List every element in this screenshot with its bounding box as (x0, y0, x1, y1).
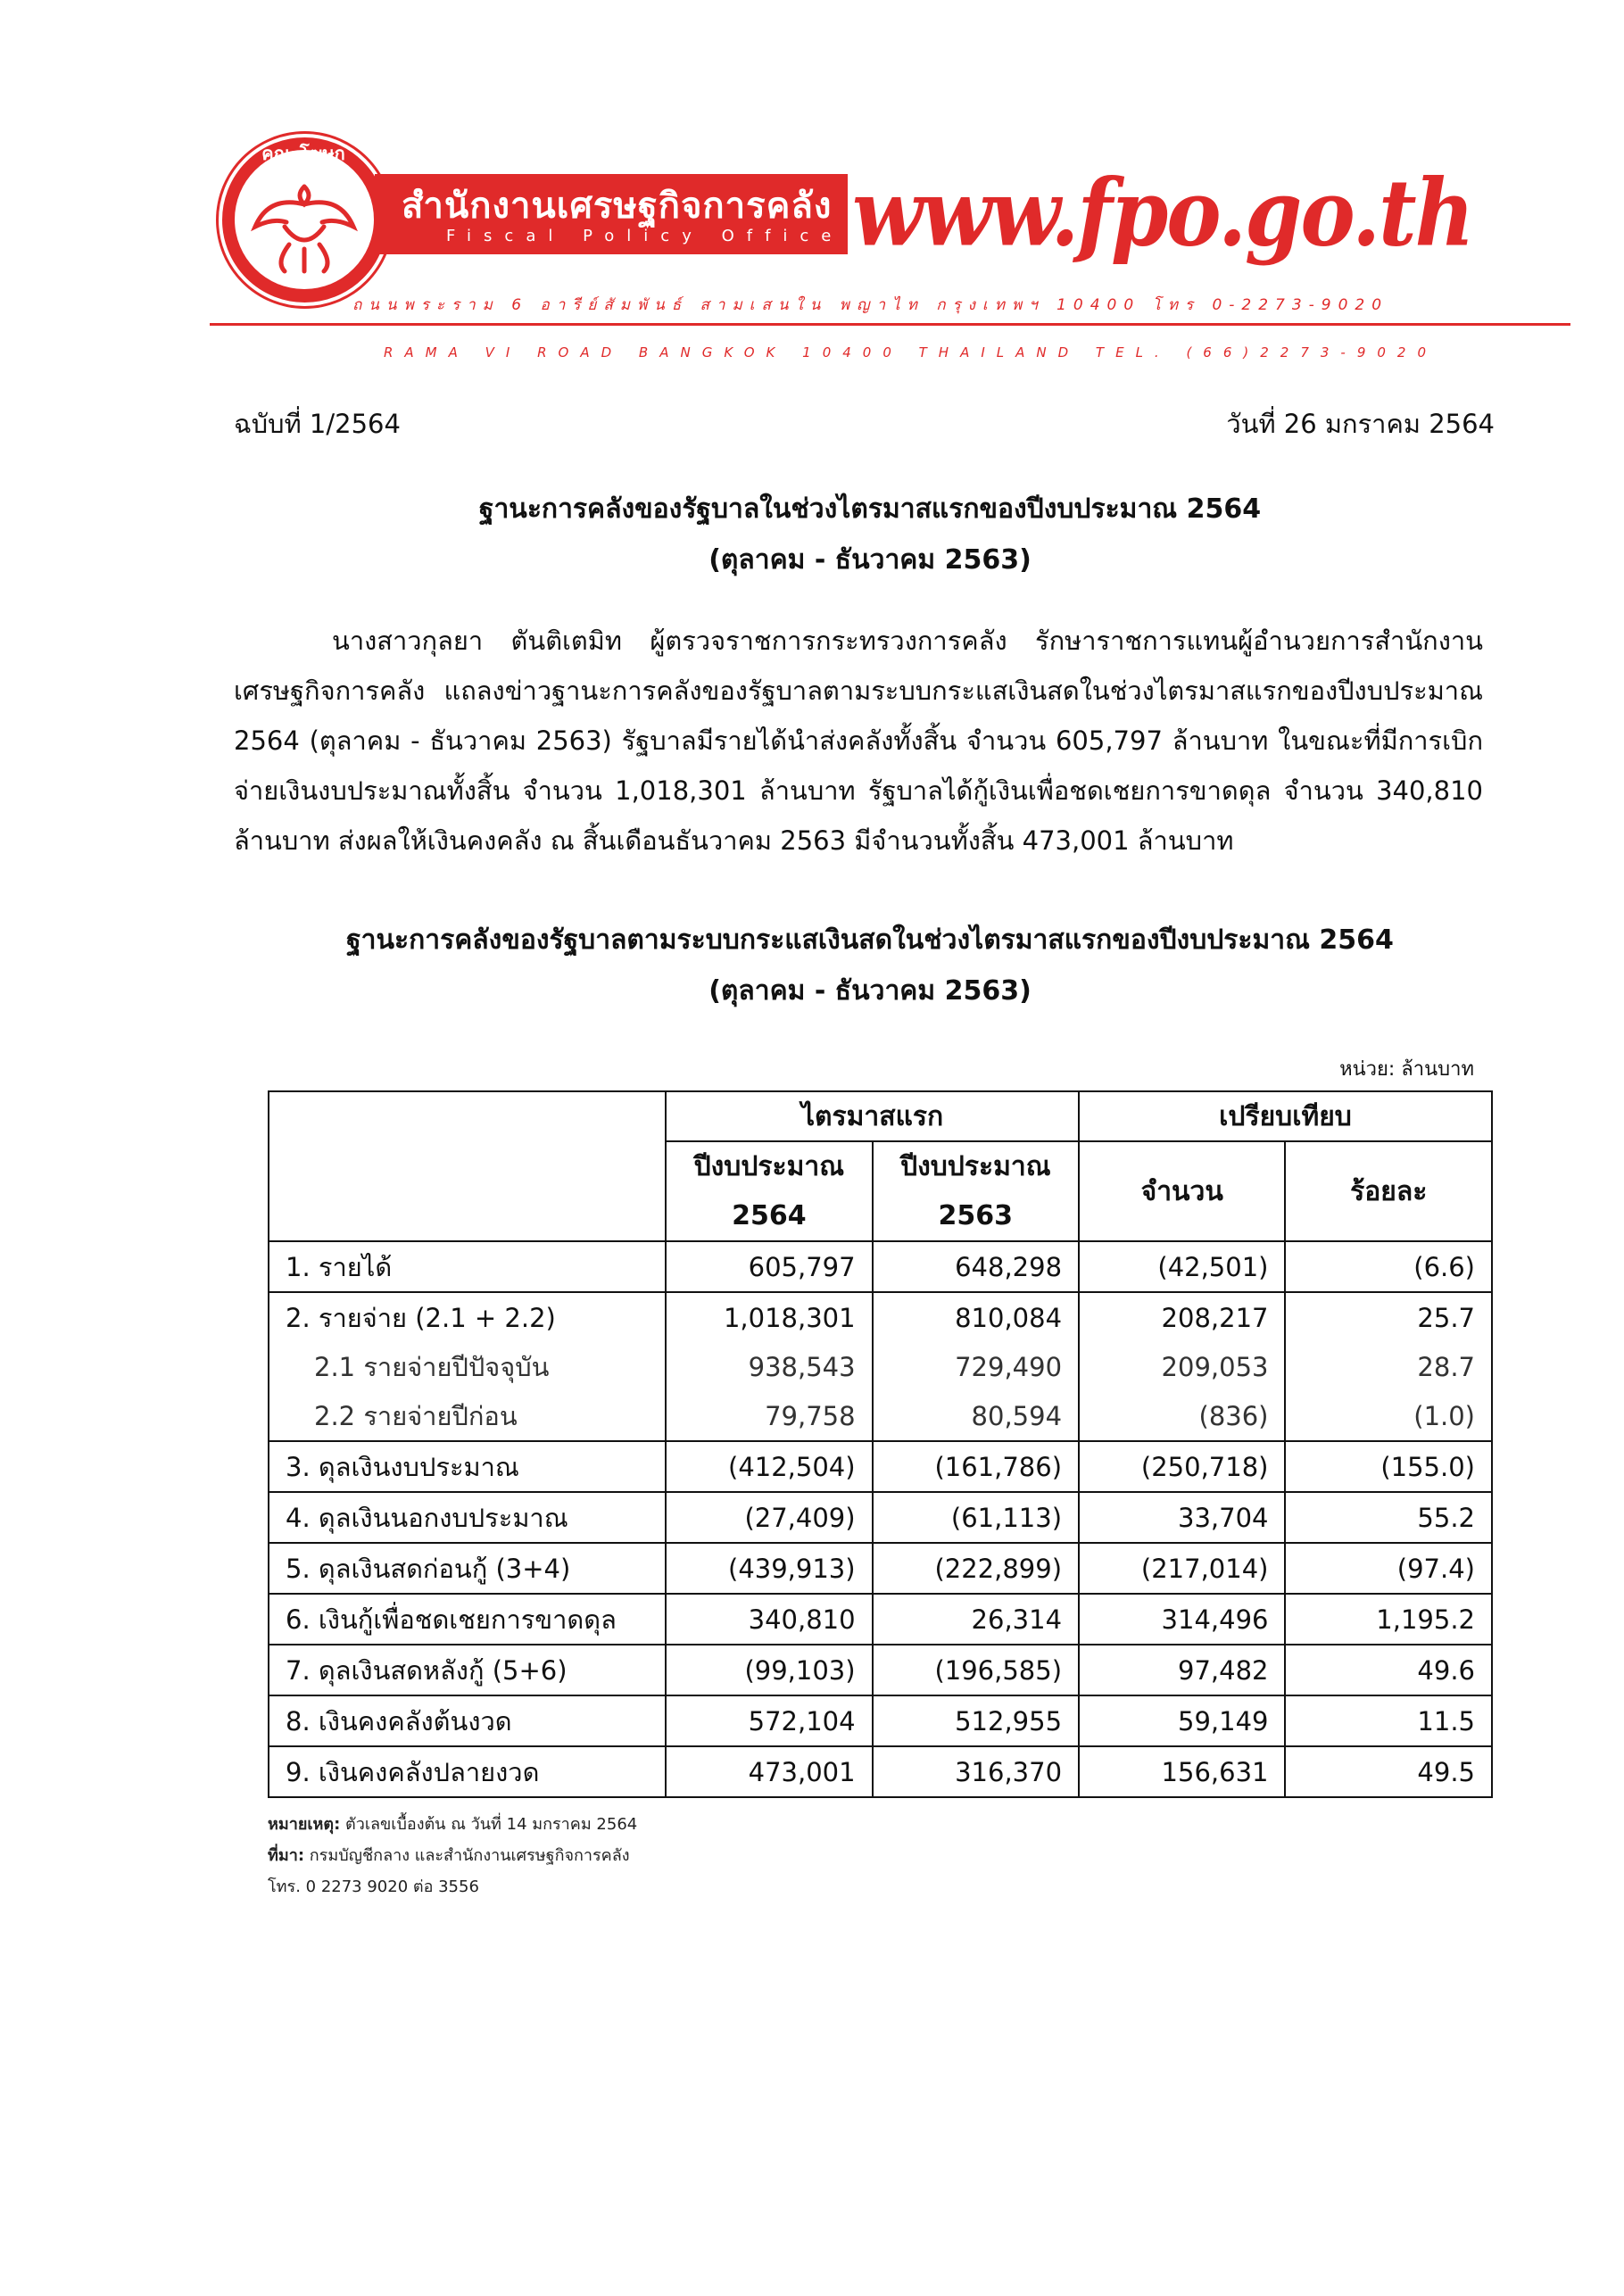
table-subtitle: (ตุลาคม - ธันวาคม 2563) (708, 975, 1032, 1007)
row-value-fy2563: 810,084 (873, 1292, 1079, 1342)
header-percent: ร้อยละ (1285, 1141, 1492, 1241)
footnote-source-text: กรมบัญชีกลาง และสำนักงานเศรษฐกิจการคลัง (304, 1846, 630, 1865)
letterhead-divider (210, 323, 1570, 326)
row-value-amount: (42,501) (1079, 1241, 1285, 1292)
row-value-fy2564: 473,001 (666, 1746, 872, 1797)
row-value-percent: 1,195.2 (1285, 1594, 1492, 1645)
table-row (269, 1241, 1492, 1292)
row-value-percent: (6.6) (1285, 1241, 1492, 1292)
footnote-remark-text: ตัวเลขเบื้องต้น ณ วันที่ 14 มกราคม 2564 (340, 1815, 638, 1834)
row-value-amount: 59,149 (1079, 1695, 1285, 1746)
table-row (269, 1695, 1492, 1746)
row-value-percent: 49.6 (1285, 1645, 1492, 1695)
table-row (269, 1292, 1492, 1342)
address-thai: ถนนพระราม 6 อารีย์สัมพันธ์ สามเสนใน พญาไท กรุงเทพฯ 10400 โทร 0-2273-9020 (352, 296, 1389, 314)
agency-name-thai: สำนักงานเศรษฐกิจการคลัง (402, 186, 833, 227)
row-value-amount: 314,496 (1079, 1594, 1285, 1645)
row-label: 2.2 รายจ่ายปีก่อน (269, 1391, 666, 1441)
website-link[interactable]: www.fpo.go.th (852, 159, 1473, 267)
row-value-amount: 33,704 (1079, 1492, 1285, 1543)
row-value-fy2564: 79,758 (666, 1391, 872, 1441)
row-value-fy2564: (412,504) (666, 1441, 872, 1492)
table-row (269, 1594, 1492, 1645)
header-fy2563: ปีงบประมาณ (873, 1141, 1079, 1191)
row-value-fy2563: 648,298 (873, 1241, 1079, 1292)
row-value-fy2563: (196,585) (873, 1645, 1079, 1695)
row-value-amount: (217,014) (1079, 1543, 1285, 1594)
header-quarter: ไตรมาสแรก (666, 1091, 1079, 1141)
table-subrow (269, 1391, 1492, 1441)
row-label: 2. รายจ่าย (2.1 + 2.2) (269, 1292, 666, 1342)
row-value-percent: 28.7 (1285, 1342, 1492, 1391)
table-row (269, 1441, 1492, 1492)
row-value-fy2564: 340,810 (666, 1594, 872, 1645)
row-label: 6. เงินกู้เพื่อชดเชยการขาดดุล (269, 1594, 666, 1645)
row-value-fy2564: (99,103) (666, 1645, 872, 1695)
row-value-amount: 208,217 (1079, 1292, 1285, 1342)
row-value-fy2563: 512,955 (873, 1695, 1079, 1746)
table-row (269, 1645, 1492, 1695)
row-value-amount: 97,482 (1079, 1645, 1285, 1695)
row-value-fy2563: 316,370 (873, 1746, 1079, 1797)
table-row (269, 1492, 1492, 1543)
address-english: RAMA VI ROAD BANGKOK 10400 THAILAND TEL. (66)2273-9020 (384, 344, 1438, 361)
row-value-fy2564: 605,797 (666, 1241, 872, 1292)
footnote-source (268, 1842, 630, 1868)
row-value-fy2563: (161,786) (873, 1441, 1079, 1492)
row-label: 9. เงินคงคลังปลายงวด (269, 1746, 666, 1797)
row-value-amount: 209,053 (1079, 1342, 1285, 1391)
logo-text: คณะโฆษก (261, 143, 345, 164)
row-value-percent: (1.0) (1285, 1391, 1492, 1441)
header-fy2564: ปีงบประมาณ (666, 1141, 872, 1191)
row-value-percent: 25.7 (1285, 1292, 1492, 1342)
footnote-remark-label: หมายเหตุ: (268, 1815, 341, 1834)
row-value-fy2564: 1,018,301 (666, 1292, 872, 1342)
row-value-fy2563: (61,113) (873, 1492, 1079, 1543)
table-title: ฐานะการคลังของรัฐบาลตามระบบกระแสเงินสดในช่วงไตรมาสแรกของปีงบประมาณ 2564 (346, 924, 1394, 956)
row-value-amount: 156,631 (1079, 1746, 1285, 1797)
row-value-fy2563: 80,594 (873, 1391, 1079, 1441)
agency-name-english: Fiscal Policy Office (446, 227, 844, 245)
document-title: ฐานะการคลังของรัฐบาลในช่วงไตรมาสแรกของปีงบประมาณ 2564 (478, 493, 1262, 525)
issue-number: ฉบับที่ 1/2564 (234, 409, 401, 439)
row-value-fy2563: (222,899) (873, 1543, 1079, 1594)
row-value-percent: (97.4) (1285, 1543, 1492, 1594)
row-label: 7. ดุลเงินสดหลังกู้ (5+6) (269, 1645, 666, 1695)
fiscal-position-table (268, 1090, 1493, 1798)
row-label: 4. ดุลเงินนอกงบประมาณ (269, 1492, 666, 1543)
row-label: 5. ดุลเงินสดก่อนกู้ (3+4) (269, 1543, 666, 1594)
row-value-percent: 11.5 (1285, 1695, 1492, 1746)
header-blank (269, 1091, 666, 1241)
header-fy2563-year: 2563 (873, 1191, 1079, 1241)
row-label: 1. รายได้ (269, 1241, 666, 1292)
header-amount: จำนวน (1079, 1141, 1285, 1241)
table-row (269, 1543, 1492, 1594)
row-value-fy2564: 572,104 (666, 1695, 872, 1746)
body-paragraph-text: นางสาวกุลยา ตันติเตมิท ผู้ตรวจราชการกระทรวงการคลัง รักษาราชการแทนผู้อำนวยการสำนักงานเศรษฐกิจการคลัง แถลงข่าวฐานะการคลังของรัฐบาลตามระบบกระแสเงินสดในช่วงไตรมาสแรกของปีงบประมาณ 2564 (ตุลาคม - ธันวาคม 2563) รัฐบาลมีรายได้นำส่งคลังทั้งสิ้น จำนวน 605,797 ล้านบาท ในขณะที่มีการเบิกจ่ายเงินงบประมาณทั้งสิ้น จำนวน 1,018,301 ล้านบาท รัฐบาลได้กู้เงินเพื่อชดเชยการขาดดุล จำนวน 340,810 ล้านบาท ส่งผลให้เงินคงคลัง ณ สิ้นเดือนธันวาคม 2563 มีจำนวนทั้งสิ้น 473,001 ล้านบาท (234, 626, 1483, 856)
row-value-fy2563: 26,314 (873, 1594, 1079, 1645)
row-value-amount: (250,718) (1079, 1441, 1285, 1492)
row-label: 3. ดุลเงินงบประมาณ (269, 1441, 666, 1492)
header-fy2564-year: 2564 (666, 1191, 872, 1241)
document-subtitle: (ตุลาคม - ธันวาคม 2563) (708, 544, 1032, 576)
row-label: 2.1 รายจ่ายปีปัจจุบัน (269, 1342, 666, 1391)
body-paragraph (234, 616, 1483, 866)
table-header-row (269, 1091, 1492, 1141)
row-value-fy2563: 729,490 (873, 1342, 1079, 1391)
footnote-phone: โทร. 0 2273 9020 ต่อ 3556 (268, 1877, 479, 1896)
table-subrow (269, 1342, 1492, 1391)
row-value-fy2564: (27,409) (666, 1492, 872, 1543)
table-row (269, 1746, 1492, 1797)
row-value-percent: 55.2 (1285, 1492, 1492, 1543)
header-compare: เปรียบเทียบ (1079, 1091, 1492, 1141)
row-label: 8. เงินคงคลังต้นงวด (269, 1695, 666, 1746)
row-value-amount: (836) (1079, 1391, 1285, 1441)
issue-date: วันที่ 26 มกราคม 2564 (1226, 409, 1495, 439)
footnote-remark (268, 1811, 637, 1836)
row-value-percent: 49.5 (1285, 1746, 1492, 1797)
row-value-percent: (155.0) (1285, 1441, 1492, 1492)
unit-label: หน่วย: ล้านบาท (1339, 1058, 1474, 1081)
row-value-fy2564: (439,913) (666, 1543, 872, 1594)
footnote-source-label: ที่มา: (268, 1846, 305, 1865)
row-value-fy2564: 938,543 (666, 1342, 872, 1391)
